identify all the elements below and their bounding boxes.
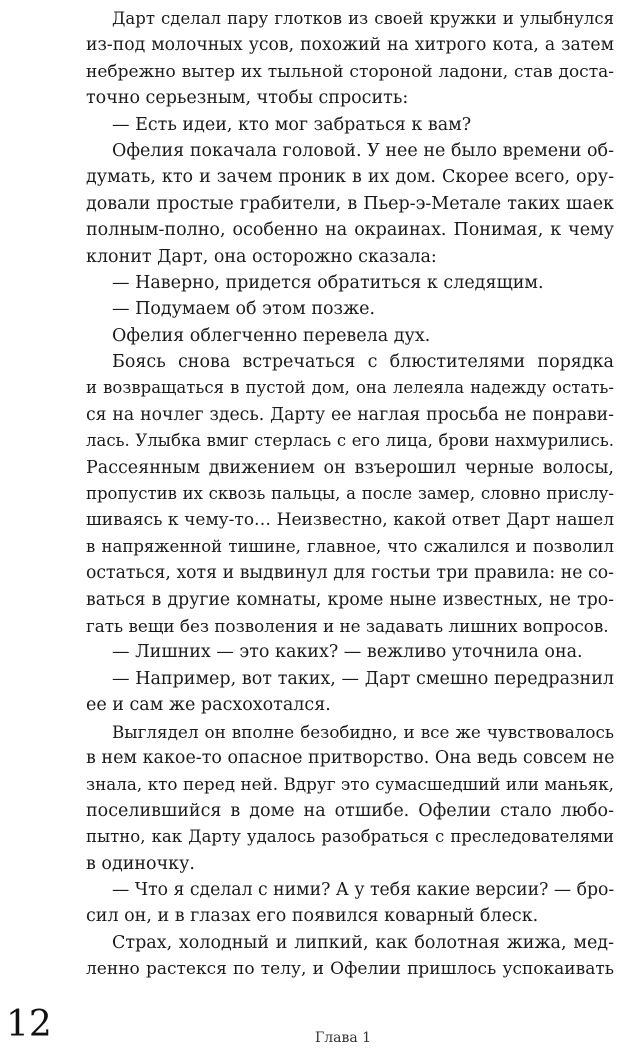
text-line: Дарт сделал пару глотков из своей кружки и улыбнулся xyxy=(112,9,614,28)
text-line: полным-полно, особенно на окраинах. Понимая, к чему xyxy=(86,220,614,241)
text-line: из-под молочных усов, похожий на хитрого кота, а затем xyxy=(86,35,614,56)
text-line: — Подумаем об этом позже. xyxy=(112,299,376,320)
text-line: лась. Улыбка вмиг стерлась с его лица, брови нахмурились. xyxy=(86,431,614,451)
text-line: сил он, и в глазах его появился коварный блеск. xyxy=(86,906,539,927)
text-line: шиваясь к чему-то… Неизвестно, какой ответ Дарт нашел xyxy=(86,510,614,531)
text-line: думать, кто и зачем проник в их дом. Скорее всего, ору- xyxy=(86,167,614,188)
text-line: Страх, холодный и липкий, как болотная жижа, мед- xyxy=(112,932,614,953)
text-line: поселившийся в доме на отшибе. Офелии стало любо- xyxy=(86,800,614,821)
text-line: — Наверно, придется обратиться к следящим. xyxy=(112,272,544,293)
text-line: Рассеянным движением он взъерошил черные волосы, xyxy=(86,457,614,478)
text-line: в напряженной тишине, главное, что сжалился и позволил xyxy=(86,536,614,556)
text-line: знала, кто перед ней. Вдруг это сумасшедший или маньяк, xyxy=(86,774,614,795)
text-line: гать вещи без позволения и не задавать лишних вопросов. xyxy=(86,615,609,636)
text-line: ся на ночлег здесь. Дарту ее наглая просьба не понрави- xyxy=(86,404,614,425)
text-line: — Лишних — это каких? — вежливо уточнила она. xyxy=(112,642,583,663)
text-line: в одиночку. xyxy=(86,853,195,874)
text-line: и возвращаться в пустой дом, она лелеяла надежду остать- xyxy=(86,378,614,398)
text-line: пропустив их сквозь пальцы, а после замер, словно прислу- xyxy=(86,484,614,504)
text-line: — Есть идеи, кто мог забраться к вам? xyxy=(112,114,472,135)
text-line: ее и сам же расхохотался. xyxy=(86,695,331,716)
text-line: в нем какое-то опасное притворство. Она ведь совсем не xyxy=(86,747,614,768)
text-line: точно серьезным, чтобы спросить: xyxy=(86,88,409,109)
text-line: небрежно вытер их тыльной стороной ладони, став доста- xyxy=(86,61,614,82)
body-text xyxy=(86,6,614,982)
text-line: Боясь снова встречаться с блюстителями порядка xyxy=(112,352,614,373)
text-line: ленно растекся по телу, и Офелии пришлось успокаивать xyxy=(86,959,614,980)
text-line: клонит Дарт, она осторожно сказала: xyxy=(86,246,437,267)
chapter-footer: Глава 1 xyxy=(314,1030,372,1046)
text-line: ваться в другие комнаты, кроме ныне известных, не тро- xyxy=(86,589,614,610)
text-line: — Что я сделал с ними? А у тебя какие версии? — бро- xyxy=(112,879,614,900)
text-line: — Например, вот таких, — Дарт смешно передразнил xyxy=(112,668,614,689)
text-line: Офелия покачала головой. У нее не было времени об- xyxy=(112,140,614,161)
text-line: остаться, хотя и выдвинул для гостьи три правила: не со- xyxy=(86,563,614,584)
text-line: Офелия облегченно перевела дух. xyxy=(112,325,431,346)
text-line: довали простые грабители, в Пьер-э-Метале таких шаек xyxy=(86,193,614,214)
text-line: пытно, как Дарту удалось разобраться с преследователями xyxy=(86,827,614,847)
text-line: Выглядел он вполне безобидно, и все же чувствовалось xyxy=(112,721,614,742)
page-number: 12 xyxy=(6,1004,52,1045)
